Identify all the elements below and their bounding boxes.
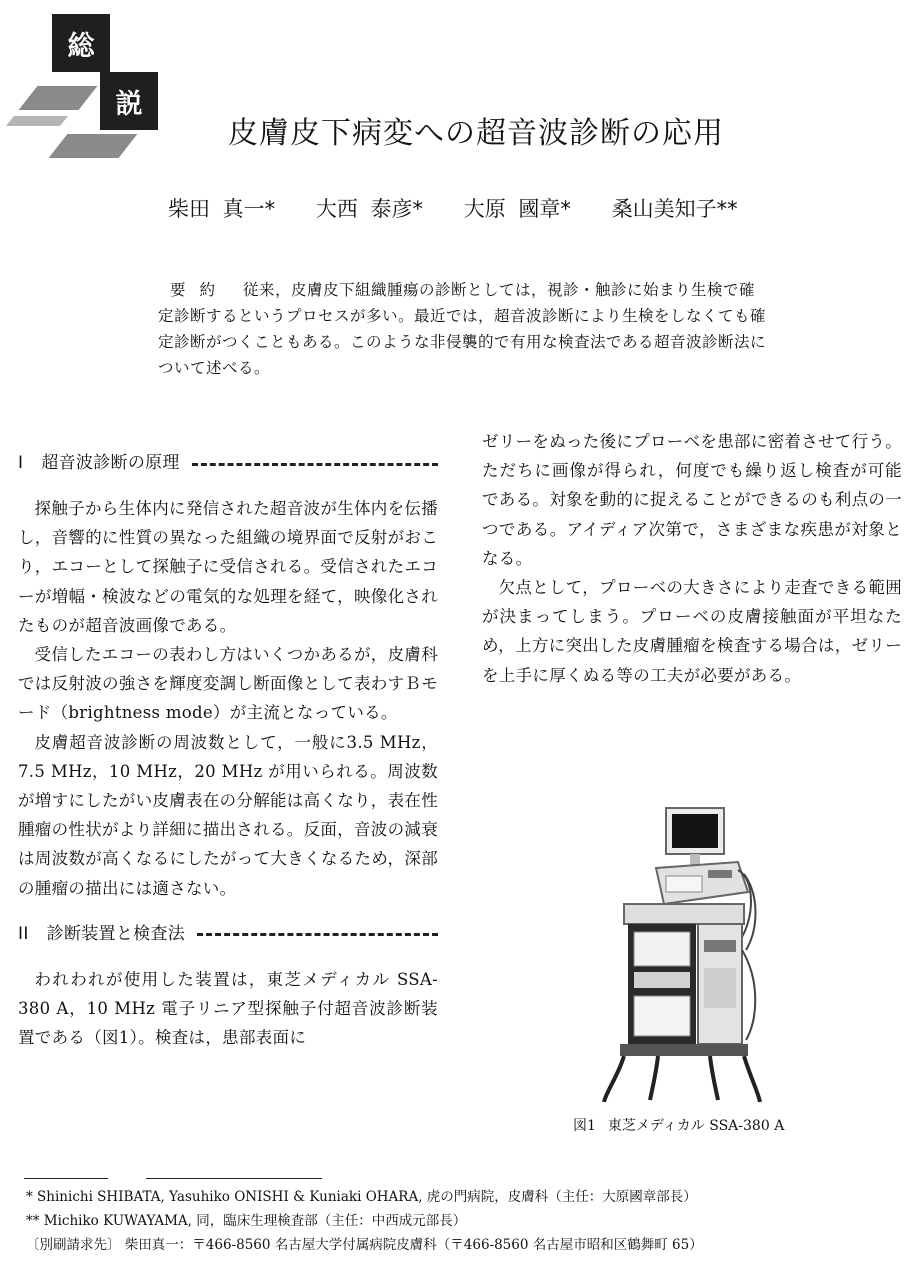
ultrasound-device-photo: [598, 800, 764, 1110]
body-paragraph: 受信したエコーの表わし方はいくつかあるが，皮膚科では反射波の強さを輝度変調し断面像として表わすＢモード（brightness mode）が主流となっている。: [18, 645, 438, 723]
category-badge-top: 総: [52, 14, 110, 72]
right-column: [482, 427, 902, 690]
author-name: 桑山美知子**: [611, 197, 738, 221]
body-paragraph: 欠点として，プローベの大きさにより走査できる範囲が決まってしまう。プローベの皮膚接触面が平坦なため，上方に突出した皮膚腫瘤を検査する場合は，ゼリーを上手に厚くぬる等の工夫が必要がある。: [482, 578, 902, 685]
author-name: 大原 國章*: [463, 197, 571, 221]
figure-caption: [573, 1115, 784, 1135]
category-badge-bottom: 説: [100, 72, 158, 130]
abstract: [158, 277, 770, 381]
decorative-stripe: [6, 116, 68, 126]
abstract-text: 従来，皮膚皮下組織腫瘍の診断としては，視診・触診に始まり生検で確定診断するというプロセスが多い。最近では，超音波診断により生検をしなくても確定診断がつくこともある。このような非侵襲的で有用な検査法である超音波診断法について述べる。: [158, 281, 767, 377]
left-column: [18, 446, 438, 1052]
footnote: 〔別刷請求先〕 柴田真一：〒466-8560 名古屋大学付属病院皮膚科（〒466-8560 名古屋市昭和区鶴舞町 65）: [26, 1237, 703, 1253]
author-name: 柴田 真一*: [168, 197, 276, 221]
article-title: 皮膚皮下病変への超音波診断の応用: [228, 116, 724, 151]
author-name: 大西 泰彦*: [315, 197, 424, 221]
figure-label: 図1: [573, 1118, 596, 1134]
figure-caption-text: 東芝メディカル SSA-380 A: [607, 1118, 785, 1134]
abstract-label: 要約: [170, 281, 230, 299]
section-title: 超音波診断の原理: [41, 453, 180, 474]
decorative-stripe: [19, 86, 98, 110]
author-list: [168, 193, 766, 223]
body-paragraph: われわれが使用した装置は，東芝メディカル SSA-380 A，10 MHz 電子リニア型探触子付超音波診断装置である（図1）。検査は，患部表面に: [18, 969, 438, 1048]
decorative-stripe: [49, 134, 138, 158]
body-paragraph: 皮膚超音波診断の周波数として，一般に3.5 MHz，7.5 MHz，10 MHz，20 MHz が用いられる。周波数が増すにしたがい皮膚表在の分解能は高くなり，表在性腫瘤の性状がより詳細に描出される。反面，音波の減衰は周波数が高くなるにしたがって大きくなるため，深部の腫瘤の描出には適さない。: [18, 732, 438, 898]
footnote-divider: [146, 1178, 322, 1179]
heading-rule: [192, 463, 438, 466]
section-heading: [18, 917, 438, 953]
section-heading: [18, 446, 438, 482]
footnote-divider: [24, 1178, 108, 1179]
body-paragraph: 探触子から生体内に発信された超音波が生体内を伝播し，音響的に性質の異なった組織の境界面で反射がおこり，エコーとして探触子に受信される。受信されたエコーが増幅・検波などの電気的な処理を経て，映像化されたものが超音波画像である。: [18, 499, 438, 635]
body-paragraph: ゼリーをぬった後にプローベを患部に密着させて行う。ただちに画像が得られ，何度でも繰り返し検査が可能である。対象を動的に捉えることができるのも利点の一つである。アイディア次第で，さまざまな疾患が対象となる。: [482, 432, 902, 568]
section-number: I: [18, 453, 24, 474]
heading-rule: [197, 933, 438, 936]
section-title: 診断装置と検査法: [46, 924, 186, 945]
section-number: II: [18, 924, 29, 945]
footnotes: [26, 1185, 703, 1257]
footnote: ** Michiko KUWAYAMA, 同，臨床生理検査部（主任：中西成元部長）: [26, 1213, 467, 1229]
footnote: * Shinichi SHIBATA, Yasuhiko ONISHI & Kuniaki OHARA, 虎の門病院，皮膚科（主任：大原國章部長）: [26, 1189, 697, 1205]
